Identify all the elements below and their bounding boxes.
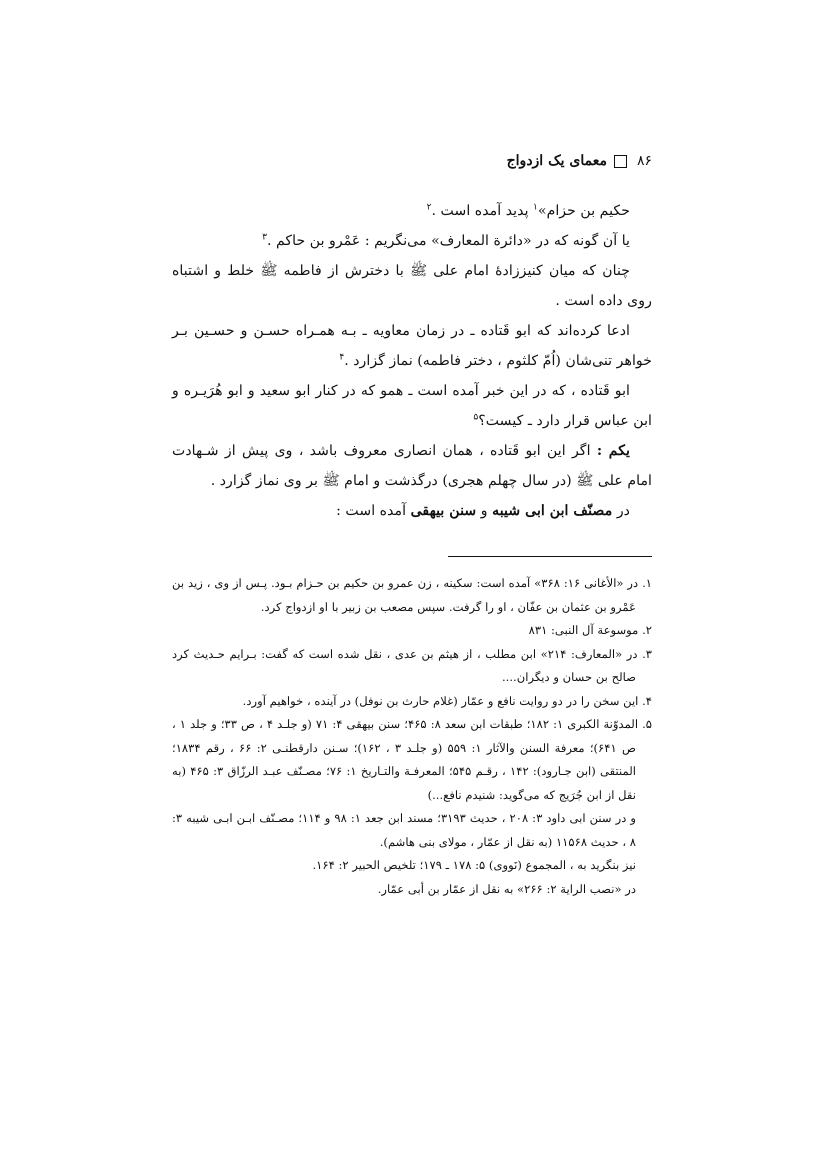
section-label: یکم : [596, 443, 630, 459]
page-number: ۸۶ [636, 153, 652, 169]
paragraph: ادعا کرده‌اند که ابو قَتاده ـ در زمان معاویه ـ بـه همـراه حسـن و حسـین بـر خواهر تنی‌شان (اُمّ کلثوم ، دختر فاطمه) نماز گزارد .$^۴$ [172, 323, 652, 369]
square-bullet-icon [614, 155, 627, 168]
footnote-5: ۵. المدوّنة الکبری ۱: ۱۸۲؛ طبقات ابن سعد ۸: ۴۶۵؛ سنن بیهقی ۴: ۷۱ (و جلـد ۴ ، ص ۳۳؛ و جلد ۱ ، ص ۶۴۱)؛ معرفة السنن والآثار ۱: ۵۵۹ (و جلـد ۳ ، ۱۶۲)؛ سـنن دارقطنـی ۲: ۶۶ ، رقم ۱۸۳۴؛ المنتقی (ابن جـارود): ۱۴۲ ، رقـم ۵۴۵؛ المعرفـة والتـاریخ ۱: ۷۶؛ مصـنّف عبـد الرزّاق ۳: ۴۶۵ (به نقل از ابن جُرَیج که می‌گوید: شنیدم نافع...) [172, 717, 653, 802]
footnote-5-continued: و در سنن ابی داود ۳: ۲۰۸ ، حدیث ۳۱۹۳؛ مسند ابن جعد ۱: ۹۸ و ۱۱۴؛ مصـنّف ابـن ابـی شیبه ۳: ۸ ، حدیث ۱۱۵۶۸ (به نقل از عمّار ، مولای بنی هاشم). [172, 811, 636, 849]
footnote-5-continued: نیز بنگرید به ، المجموع (نَووی) ۵: ۱۷۸ ـ ۱۷۹؛ تلخیص الحبیر ۲: ۱۶۴. [312, 858, 636, 872]
footnote-5-continued: در «نصب الرایة ۲: ۲۶۶» به نقل از عمّار بن أبی عمّار. [377, 881, 636, 896]
paragraph: ابو قَتاده ، که در این خبر آمده است ـ همو که در کنار ابو سعید و ابو هُرَیـره و ابن عباس قرار دارد ـ کیست؟$^۵$ [172, 383, 652, 429]
footnotes [172, 572, 652, 901]
paragraph: چنان که میان کنیززادهٔ امام علی ﷺ با دخترش از فاطمه ﷺ خلط و اشتباه روی داده است . [172, 263, 652, 309]
main-text [172, 196, 652, 526]
footnote-1: ۱. در «الأغانی ۱۶: ۳۶۸» آمده است: سکینه ، زن عمرو بن حکیم بن حـزام بـود. پـس از وی ، زید بن عَمْرو بن عثمان بن عفّان ، او را گرفت. سپس مصعب بن زبیر با او ازدواج کرد. [172, 576, 652, 614]
footnote-separator [448, 556, 652, 557]
footnote-2: ۲. موسوعة آل النبی: ۸۳۱ [528, 623, 652, 637]
footnote-3: ۳. در «المعارف: ۲۱۴» ابن مطلب ، از هیثم بن عدی ، نقل شده است که گفت: بـرایم حـدیث کرد صالح بن حسان و دیگران.... [172, 646, 652, 684]
paragraph: در مصنّف ابن ابی شیبه و سنن بیهقی آمده است : [336, 503, 630, 519]
footnote-4: ۴. این سخن را در دو روایت نافع و عمّار (غلام حارث بن نوفل) در آینده ، خواهیم آورد. [242, 693, 652, 708]
paragraph: یا آن گونه که در «دائرة المعارف» می‌نگریم : عَمْرو بن حاکم .$^۳$ [262, 232, 630, 249]
running-header [172, 148, 652, 174]
page [172, 0, 652, 1169]
book-title: معمای یک ازدواج [506, 153, 607, 169]
paragraph: حکیم بن حزام»$^۱$ پدید آمده است .$^۲$ [426, 202, 630, 219]
paragraph: یکم : اگر این ابو قَتاده ، همان انصاری معروف باشد ، وی پیش از شـهادت امام علی ﷺ (در سال چهلم هجری) درگذشت و امام ﷺ بر وی نماز گزارد . [172, 443, 652, 489]
